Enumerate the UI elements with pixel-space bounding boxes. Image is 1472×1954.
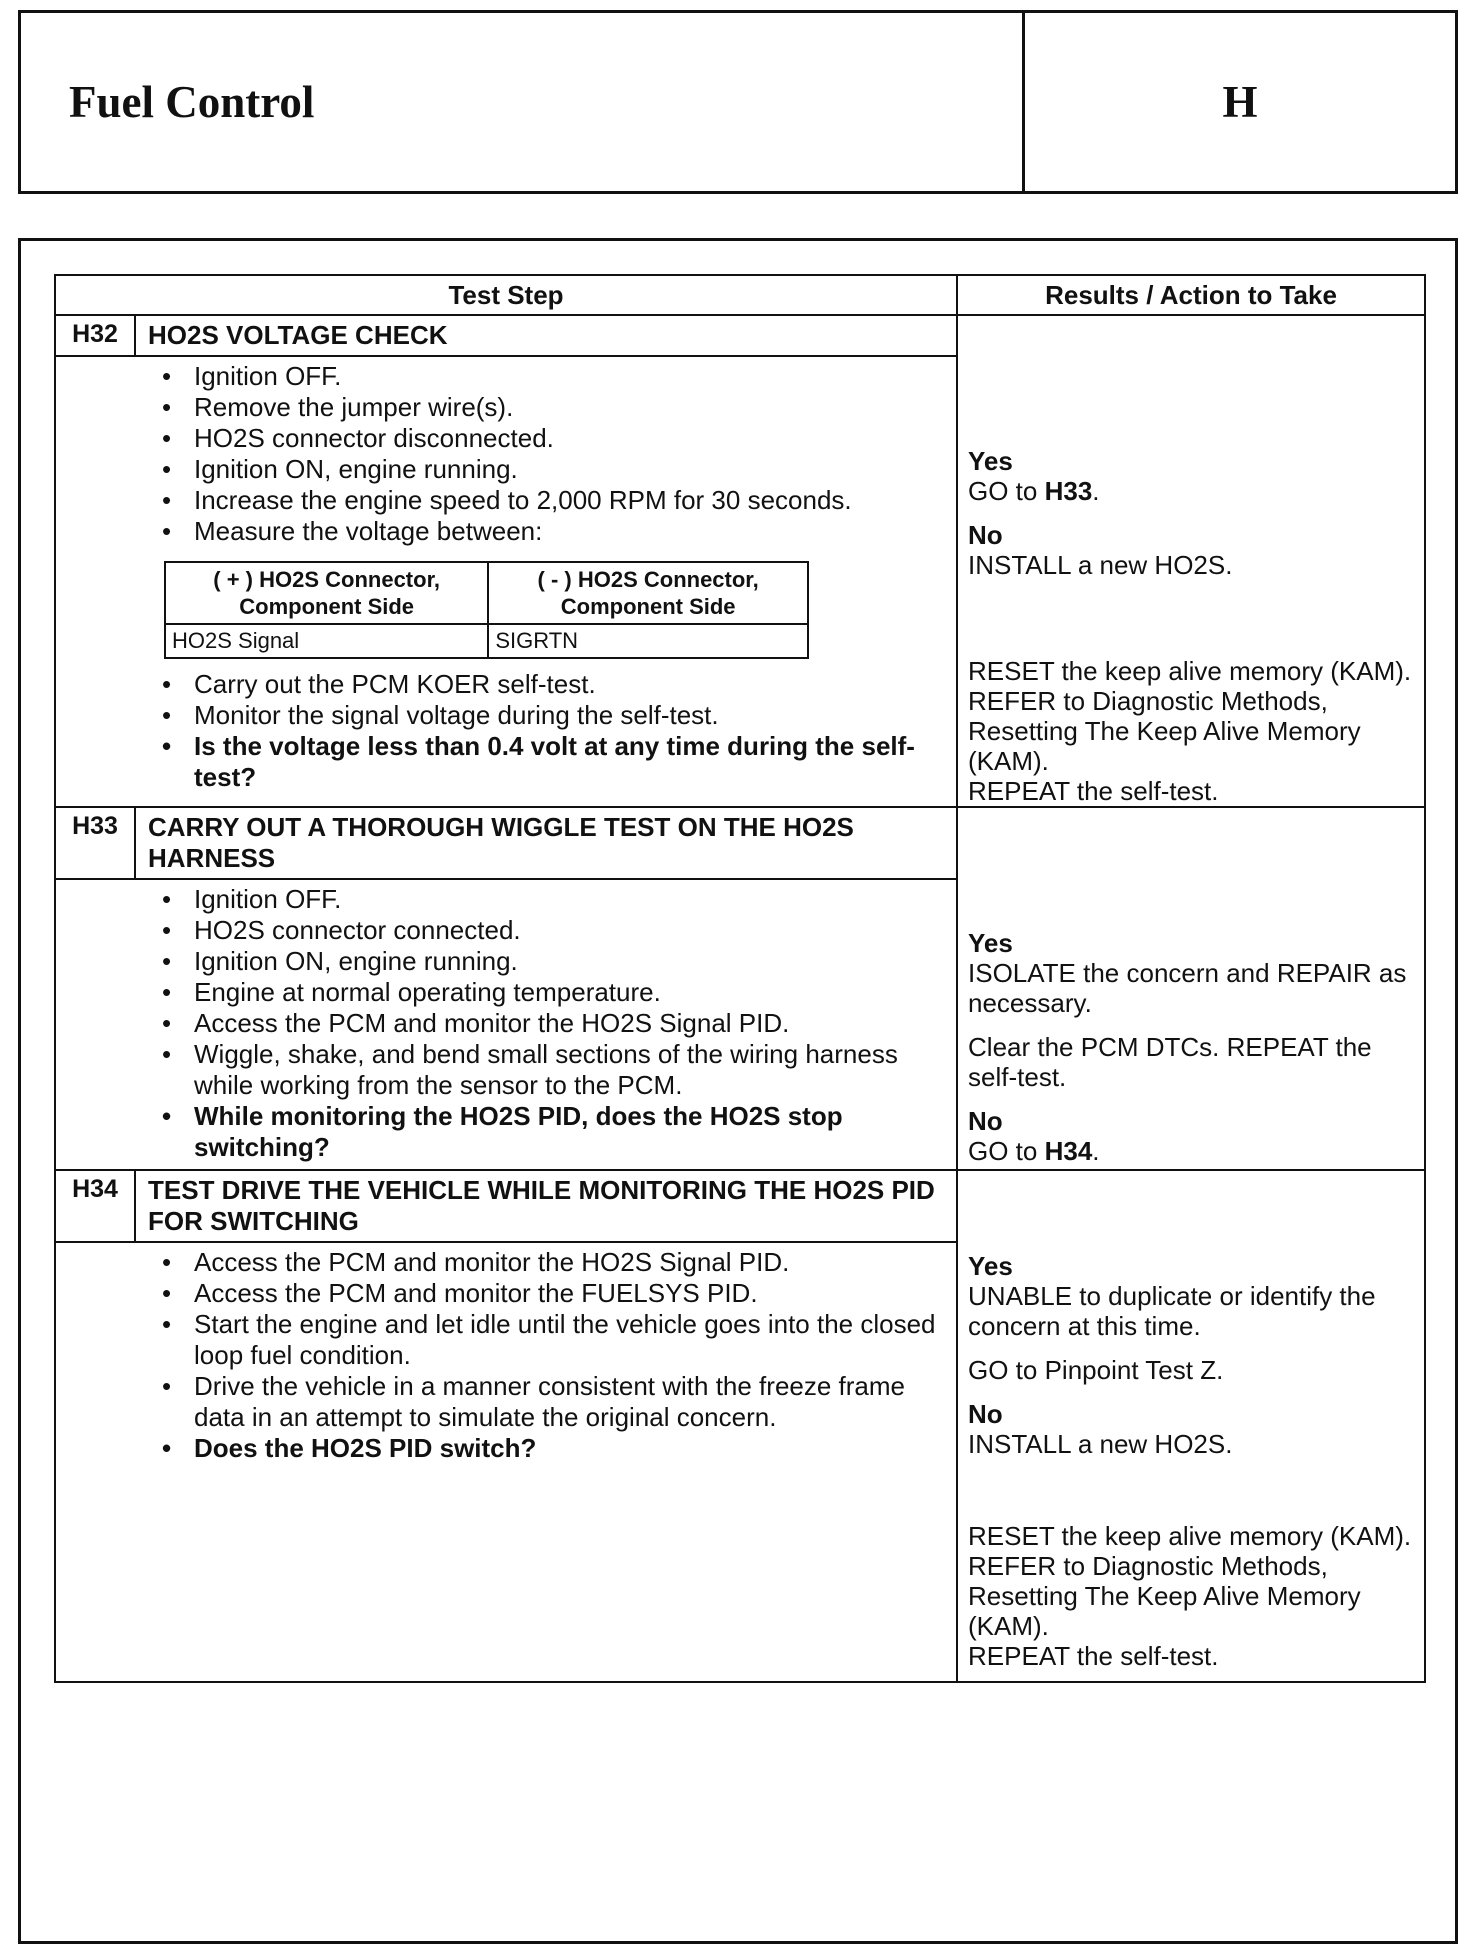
step-instructions bbox=[56, 361, 956, 547]
connector-pos-pin: HO2S Signal bbox=[165, 624, 488, 658]
step-results bbox=[957, 807, 1425, 1170]
step-title: HO2S VOLTAGE CHECK bbox=[135, 315, 957, 356]
table-header-row bbox=[55, 275, 1425, 315]
step-instructions bbox=[56, 884, 956, 1163]
connector-neg-pin: SIGRTN bbox=[488, 624, 808, 658]
list-item: • Increase the engine speed to 2,000 RPM for 30 seconds. bbox=[56, 485, 956, 516]
step-link[interactable]: H33 bbox=[1044, 476, 1093, 506]
reset-kam-note: RESET the keep alive memory (KAM). REFER to Diagnostic Methods, Resetting The Keep Alive Memory (KAM). bbox=[968, 656, 1412, 776]
step-results bbox=[957, 315, 1425, 807]
section-letter: H bbox=[1222, 77, 1258, 127]
result-yes-action-2: Clear the PCM DTCs. REPEAT the self-test. bbox=[968, 1032, 1372, 1092]
connector-neg-header: ( - ) HO2S Connector, Component Side bbox=[488, 562, 808, 624]
list-item: • HO2S connector connected. bbox=[56, 915, 956, 946]
step-title-row bbox=[55, 807, 1425, 879]
result-yes-action: UNABLE to duplicate or identify the concern at this time. bbox=[968, 1281, 1376, 1341]
result-yes-label: Yes bbox=[968, 928, 1013, 958]
result-yes-label: Yes bbox=[968, 446, 1013, 476]
results-header: Results / Action to Take bbox=[957, 275, 1425, 315]
list-item: • Drive the vehicle in a manner consistent with the freeze frame data in an attempt to simulate the original concern. bbox=[56, 1371, 956, 1433]
content-frame bbox=[18, 238, 1458, 1944]
list-item: • Ignition OFF. bbox=[56, 361, 956, 392]
list-item: • Access the PCM and monitor the HO2S Signal PID. bbox=[56, 1247, 956, 1278]
step-question: • Does the HO2S PID switch? bbox=[56, 1433, 956, 1464]
list-item: • Measure the voltage between: bbox=[56, 516, 956, 547]
repeat-note: REPEAT the self-test. bbox=[968, 1641, 1219, 1671]
page-header bbox=[18, 10, 1458, 194]
result-yes-action: ISOLATE the concern and REPAIR as necessary. bbox=[968, 958, 1407, 1018]
step-title-row bbox=[55, 1170, 1425, 1242]
result-yes-action-2: GO to Pinpoint Test Z. bbox=[968, 1355, 1224, 1385]
list-item: • Start the engine and let idle until the vehicle goes into the closed loop fuel condition. bbox=[56, 1309, 956, 1371]
list-item: • Ignition ON, engine running. bbox=[56, 946, 956, 977]
step-link[interactable]: H34 bbox=[1044, 1136, 1093, 1166]
step-title-row bbox=[55, 315, 1425, 356]
list-item: • Engine at normal operating temperature. bbox=[56, 977, 956, 1008]
result-no-action: GO to H34. bbox=[968, 1136, 1100, 1166]
repeat-note: REPEAT the self-test. bbox=[968, 776, 1219, 806]
step-id: H33 bbox=[55, 807, 135, 879]
test-step-header: Test Step bbox=[55, 275, 957, 315]
result-no-action: INSTALL a new HO2S. bbox=[968, 1429, 1233, 1459]
result-no-label: No bbox=[968, 520, 1003, 550]
result-no-label: No bbox=[968, 1106, 1003, 1136]
step-question: • While monitoring the HO2S PID, does the HO2S stop switching? bbox=[56, 1101, 956, 1163]
list-item: • Ignition ON, engine running. bbox=[56, 454, 956, 485]
result-yes-label: Yes bbox=[968, 1251, 1013, 1281]
step-id: H34 bbox=[55, 1170, 135, 1242]
list-item: • Carry out the PCM KOER self-test. bbox=[56, 669, 956, 700]
list-item: • HO2S connector disconnected. bbox=[56, 423, 956, 454]
result-no-label: No bbox=[968, 1399, 1003, 1429]
list-item: • Access the PCM and monitor the FUELSYS PID. bbox=[56, 1278, 956, 1309]
list-item: • Remove the jumper wire(s). bbox=[56, 392, 956, 423]
reset-kam-note: RESET the keep alive memory (KAM). REFER to Diagnostic Methods, Resetting The Keep Alive Memory (KAM). bbox=[968, 1521, 1412, 1641]
step-body bbox=[55, 879, 957, 1170]
list-item: • Monitor the signal voltage during the self-test. bbox=[56, 700, 956, 731]
step-body bbox=[55, 356, 957, 807]
step-title: CARRY OUT A THOROUGH WIGGLE TEST ON THE HO2S HARNESS bbox=[135, 807, 957, 879]
step-question: • Is the voltage less than 0.4 volt at any time during the self-test? bbox=[56, 731, 956, 793]
result-yes-action: GO to H33. bbox=[968, 476, 1100, 506]
step-instructions bbox=[56, 1247, 956, 1464]
list-item: • Wiggle, shake, and bend small sections of the wiring harness while working from the sensor to the PCM. bbox=[56, 1039, 956, 1101]
page-title: Fuel Control bbox=[21, 13, 1025, 191]
list-item: • Ignition OFF. bbox=[56, 884, 956, 915]
step-results bbox=[957, 1170, 1425, 1682]
test-step-table bbox=[54, 274, 1426, 1683]
connector-table bbox=[164, 561, 809, 659]
step-body bbox=[55, 1242, 957, 1682]
step-title: TEST DRIVE THE VEHICLE WHILE MONITORING THE HO2S PID FOR SWITCHING bbox=[135, 1170, 957, 1242]
connector-pos-header: ( + ) HO2S Connector, Component Side bbox=[165, 562, 488, 624]
step-instructions-cont bbox=[56, 669, 956, 793]
step-id: H32 bbox=[55, 315, 135, 356]
list-item: • Access the PCM and monitor the HO2S Signal PID. bbox=[56, 1008, 956, 1039]
result-no-action: INSTALL a new HO2S. bbox=[968, 550, 1233, 580]
